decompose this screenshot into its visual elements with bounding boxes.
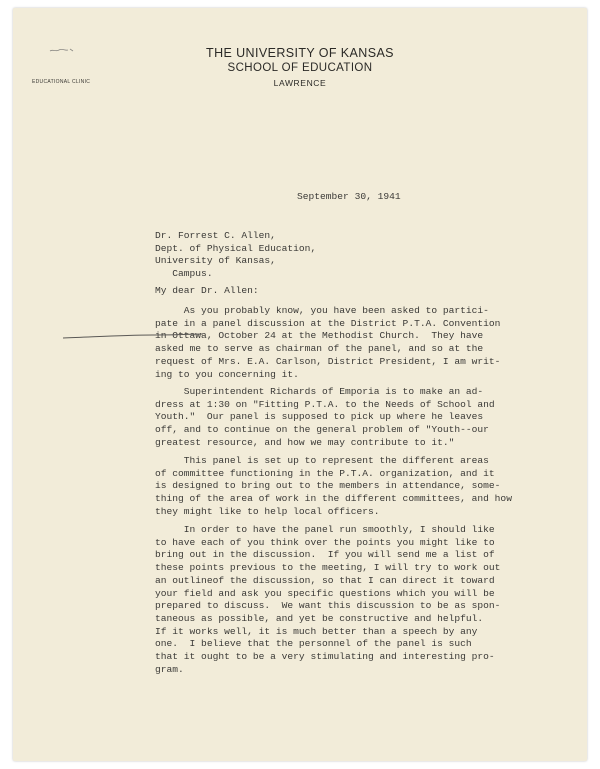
text-line: your field and ask you specific questions which you will be (155, 587, 495, 599)
text-line: thing of the area of work in the different committees, and how (155, 493, 512, 505)
text-line: Youth." Our panel is supposed to pick up where he leaves (155, 411, 484, 423)
letter-page (13, 8, 587, 761)
text-line: If it works well, it is much better than a speech by any (155, 625, 478, 637)
text-line: that it ought to be a very stimulating and interesting pro- (155, 651, 495, 663)
address-line: Dr. Forrest C. Allen, (155, 230, 276, 241)
school-name: SCHOOL OF EDUCATION (227, 62, 373, 74)
text-line: asked me to serve as chairman of the panel, and so at the (155, 343, 484, 355)
text-line: dress at 1:30 on "Fitting P.T.A. to the Needs of School and (155, 398, 495, 410)
text-line: they might like to help local officers. (155, 505, 380, 517)
paragraph-2 (155, 386, 495, 450)
letterhead (13, 46, 587, 90)
text-line: bring out in the discussion. If you will send me a list of (155, 549, 495, 561)
recipient-address (155, 230, 316, 281)
text-line: request of Mrs. E.A. Carlson, District President, I am writ- (155, 355, 501, 367)
text-line: in Ottawa, October 24 at the Methodist Church. They have (155, 330, 484, 342)
salutation: My dear Dr. Allen: (155, 285, 259, 296)
address-line: Campus. (155, 268, 213, 280)
text-line: In order to have the panel run smoothly, I should like (155, 524, 495, 535)
address-line: Dept. of Physical Education, (155, 242, 317, 254)
pencil-strike-icon (63, 329, 203, 343)
university-name: THE UNIVERSITY OF KANSAS (206, 46, 394, 60)
letter-date: September 30, 1941 (297, 191, 401, 202)
paragraph-1 (155, 305, 500, 381)
text-line: taneous as possible, and yet be constructive and helpful. (155, 612, 484, 624)
city-name: LAWRENCE (273, 78, 327, 88)
department-label: EDUCATIONAL CLINIC (32, 79, 91, 85)
text-line: these points previous to the meeting, I will try to work out (155, 562, 501, 574)
text-line: off, and to continue on the general problem of "Youth--our (155, 424, 489, 436)
paragraph-4 (155, 524, 500, 676)
text-line: ing to you concerning it. (155, 368, 299, 380)
text-line: Superintendent Richards of Emporia is to make an ad- (155, 386, 484, 397)
text-line: one. I believe that the personnel of the panel is such (155, 638, 472, 650)
paragraph-3 (155, 455, 512, 519)
text-line: This panel is set up to represent the different areas (155, 455, 489, 466)
text-line: prepared to discuss. We want this discussion to be as spon- (155, 600, 501, 612)
text-line: pate in a panel discussion at the District P.T.A. Convention (155, 317, 501, 329)
text-line: gram. (155, 663, 184, 675)
text-line: to have each of you think over the points you might like to (155, 536, 495, 548)
text-line: of committee functioning in the P.T.A. organization, and it (155, 467, 495, 479)
text-line: is designed to bring out to the members in attendance, some- (155, 480, 501, 492)
address-line: University of Kansas, (155, 255, 276, 267)
text-line: greatest resource, and how we may contribute to it." (155, 436, 455, 448)
text-line: As you probably know, you have been asked to partici- (155, 305, 489, 316)
text-line: an outlineof the discussion, so that I can direct it toward (155, 574, 495, 586)
